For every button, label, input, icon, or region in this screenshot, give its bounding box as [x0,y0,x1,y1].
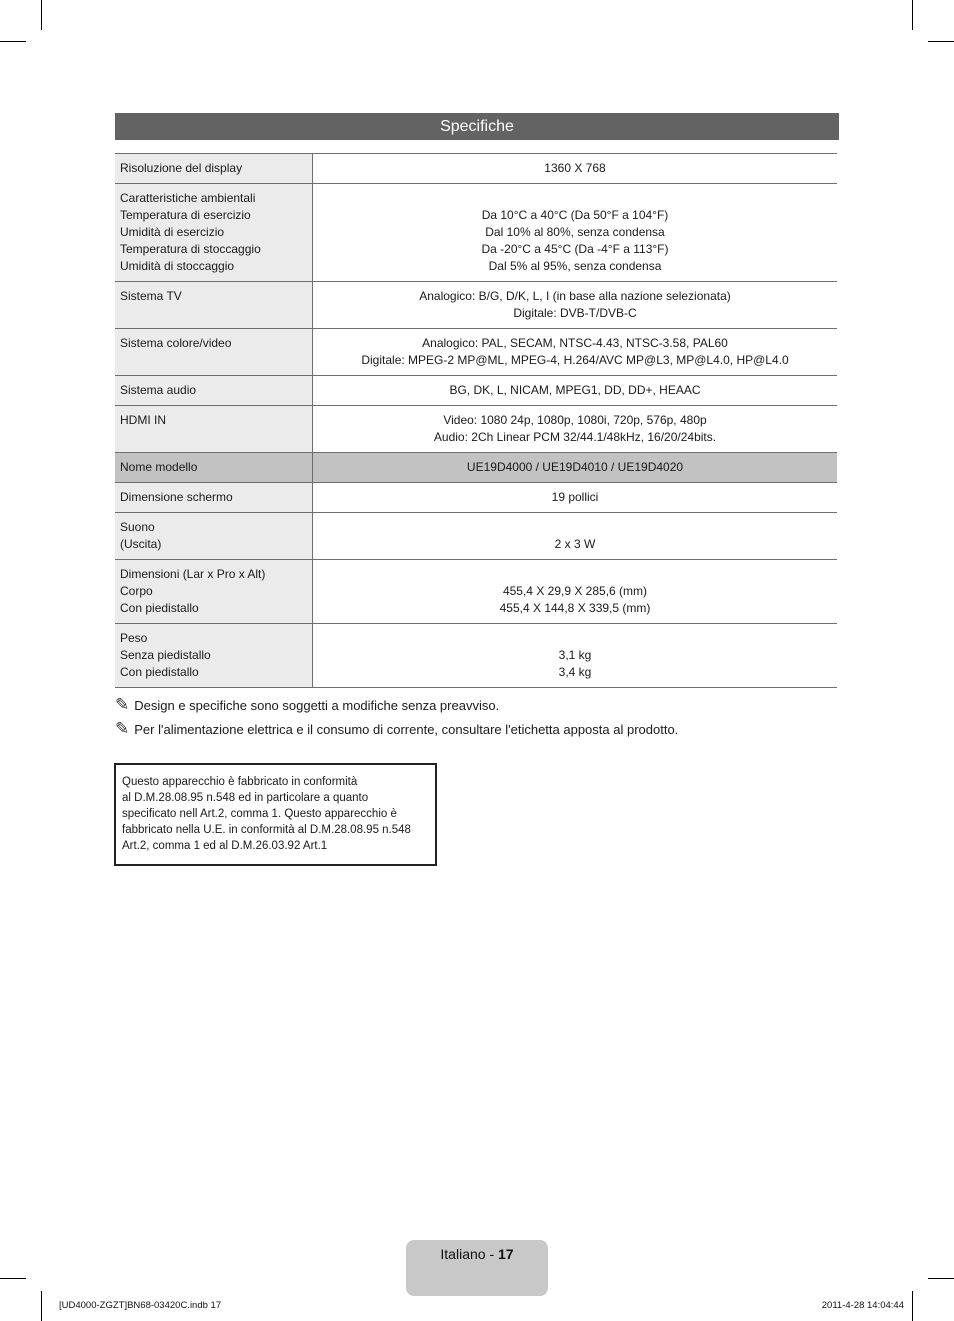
crop-mark [41,0,42,30]
print-file-name: [UD4000-ZGZT]BN68-03420C.indb 17 [59,1300,222,1311]
spec-label-line: Suono [120,520,155,534]
spec-label-line: Peso [120,631,148,645]
spec-value-line: Dal 5% al 95%, senza condensa [488,259,662,273]
spec-value-line: Digitale: MPEG-2 MP@ML, MPEG-4, H.264/AVC MP@L3, MP@L4.0, HP@L4.0 [361,353,789,367]
pencil-icon: ✎ [115,695,130,714]
note-text: Design e specifiche sono soggetti a modifiche senza preavviso. [134,697,500,713]
spec-label [115,282,313,329]
spec-value-line: Da 10°C a 40°C (Da 50°F a 104°F) [481,208,669,222]
spec-value [313,376,838,406]
crop-mark [928,1278,954,1279]
spec-row [115,154,837,184]
spec-row [115,513,837,560]
spec-value-line: 3,4 kg [558,665,592,679]
spec-value [313,453,838,483]
spec-row [115,282,837,329]
spec-row [115,184,837,282]
spec-label-line: Sistema colore/video [120,336,232,350]
spec-value-line: BG, DK, L, NICAM, MPEG1, DD, DD+, HEAAC [449,383,701,397]
spec-label-line: Sistema TV [120,289,182,303]
spec-value [313,560,838,624]
spec-value-line: Digitale: DVB-T/DVB-C [513,306,637,320]
spec-label-line: HDMI IN [120,413,166,427]
spec-value-line: 3,1 kg [558,648,592,662]
spec-row [115,624,837,688]
spec-label-line: Caratteristiche ambientali [120,191,256,205]
note-1 [115,695,499,715]
spec-label-line: Corpo [120,584,153,598]
spec-value-line: Dal 10% al 80%, senza condensa [485,225,665,239]
spec-label-line: Sistema audio [120,383,197,397]
spec-row [115,483,837,513]
spec-label [115,513,313,560]
spec-label [115,483,313,513]
spec-value-line: Da -20°C a 45°C (Da -4°F a 113°F) [481,242,669,256]
crop-mark [912,1291,913,1321]
spec-row [115,406,837,453]
print-timestamp: 2011-4-28 14:04:44 [821,1300,904,1311]
spec-label [115,329,313,376]
spec-label [115,406,313,453]
spec-value-line: 1360 X 768 [544,161,606,175]
spec-row [115,453,837,483]
note-text: Per l'alimentazione elettrica e il consumo di corrente, consultare l'etichetta apposta al prodotto. [134,721,679,737]
spec-label-line: Umidità di stoccaggio [120,259,235,273]
spec-value [313,406,838,453]
spec-value-line: Analogico: PAL, SECAM, NTSC-4.43, NTSC-3.58, PAL60 [422,336,728,350]
spec-value-line: 455,4 X 29,9 X 285,6 (mm) [502,584,648,598]
crop-mark [912,0,913,30]
spec-value [313,282,838,329]
spec-value-line: UE19D4000 / UE19D4010 / UE19D4020 [466,460,684,474]
compliance-line: al D.M.28.08.95 n.548 ed in particolare a quanto [122,792,369,804]
spec-label-line: Con piedistallo [120,601,199,615]
spec-label [115,624,313,688]
spec-value-line: Video: 1080 24p, 1080p, 1080i, 720p, 576p, 480p [443,413,707,427]
spec-label-line: (Uscita) [120,537,162,551]
spec-value [313,154,838,184]
spec-value-line: Analogico: B/G, D/K, L, I (in base alla nazione selezionata) [419,289,731,303]
spec-value [313,329,838,376]
spec-label [115,453,313,483]
spec-row [115,376,837,406]
page-language: Italiano - [440,1246,498,1262]
spec-row [115,560,837,624]
spec-label-line: Umidità di esercizio [120,225,225,239]
spec-value-line: Audio: 2Ch Linear PCM 32/44.1/48kHz, 16/20/24bits. [433,430,717,444]
crop-mark [928,41,954,42]
pencil-icon: ✎ [115,719,130,738]
spec-value-line: 455,4 X 144,8 X 339,5 (mm) [499,601,651,615]
page-number: 17 [498,1246,514,1262]
spec-value-line: 19 pollici [551,490,599,504]
spec-label [115,376,313,406]
spec-label-line: Nome modello [120,460,198,474]
spec-label-line: Risoluzione del display [120,161,243,175]
section-title: Specifiche [115,113,839,140]
page-number-tab [406,1240,548,1296]
spec-label-line: Dimensioni (Lar x Pro x Alt) [120,567,266,581]
crop-mark [0,41,26,42]
spec-label [115,560,313,624]
spec-row [115,329,837,376]
compliance-notice [114,763,437,866]
compliance-line: Questo apparecchio è fabbricato in conformità [122,776,358,788]
spec-label-line: Dimensione schermo [120,490,233,504]
crop-mark [0,1278,26,1279]
compliance-line: specificato nell Art.2, comma 1. Questo apparecchio è [122,808,397,820]
spec-label [115,154,313,184]
spec-label-line: Con piedistallo [120,665,199,679]
compliance-line: fabbricato nella U.E. in conformità al D.M.28.08.95 n.548 [122,824,411,836]
spec-label [115,184,313,282]
crop-mark [41,1291,42,1321]
spec-value-line: 2 x 3 W [554,537,596,551]
spec-value [313,483,838,513]
spec-label-line: Senza piedistallo [120,648,211,662]
spec-table [115,153,837,688]
spec-value [313,184,838,282]
compliance-line: Art.2, comma 1 ed al D.M.26.03.92 Art.1 [122,840,328,852]
spec-label-line: Temperatura di stoccaggio [120,242,261,256]
spec-label-line: Temperatura di esercizio [120,208,251,222]
spec-value [313,513,838,560]
note-2 [115,719,678,739]
spec-value [313,624,838,688]
